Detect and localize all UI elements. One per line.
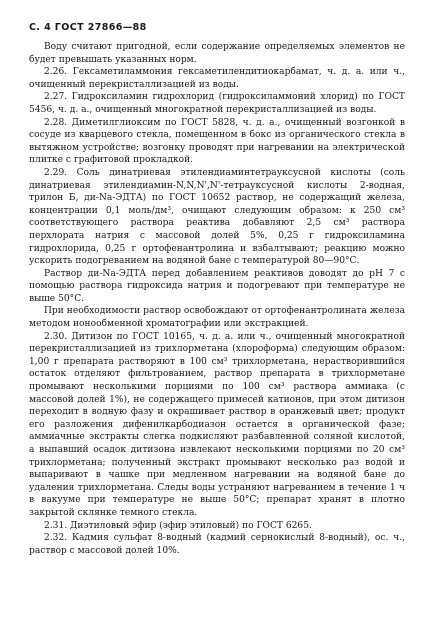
paragraph-water-suitability: Воду считают пригодной, если содержание определяемых элементов не будет превышать указанных норм.	[29, 42, 405, 65]
paragraph-edta-purification: При необходимости раствор освобождают от ортофенантролината железа методом ионообменной хроматографии или экстракцией.	[29, 306, 405, 330]
paragraph-edta-ph: Раствор ди-Nа-ЭДТА перед добавлением реактивов доводят до рН 7 с помощью раствора гидроксида натрия и подогревают при температуре не выше 50°С.	[29, 268, 405, 304]
paragraph-2-29: 2.29. Соль динатриевая этилендиаминтетрауксусной кислоты (соль динатриевая этилендиамин-N,N,N',N'-тетрауксусной кислоты 2-водная, трилон Б, ди-Nа-ЭДТА) по ГОСТ 10652 раствор, не содержащий железа, концентрации 0,1 моль/дм³, очищают следующим образом: к 250 см³ соответствующего раствора реактива добавляют 2,5 см³ раствора перхлората натрия с массовой долей 5%, 0,25 г гидроксиламина гидрохлорида, 0,25 г ортофенантролина и взбалтывают; реакцию можно ускорить подогреванием на водяной бане с температурой 80—90°С.	[29, 167, 405, 267]
paragraph-2-26: 2.26. Гексаметиламмония гексаметилендитиокарбамат, ч. д. а. или ч., очищенный перекристаллизацией из воды.	[29, 67, 405, 90]
document-page	[29, 22, 405, 557]
paragraph-2-30: 2.30. Дитизон по ГОСТ 10165, ч. д. а. или ч., очищенный многократной перекристаллизацией из трихлорметана (хлороформа) следующим образом: 1,00 г препарата растворяют в 100 см³ трихлорметана, нерастворившийся остаток отделяют фильтрованием, раствор препарата в трихлорметане промывают несколькими порциями по 100 см³ раствора аммиака (с массовой долей 1%), не содержащего примесей катионов, при этом дитизон переходит в водную фазу и окрашивает раствор в оранжевый цвет; продукт его разложения дифенилкарбодиазон остается в органической фазе; аммиачные экстракты слегка подкисляют разбавленной соляной кислотой, а выпавший осадок дитизона извлекают несколькими порциями по 20 см³ трихлорметана; полученный экстракт промывают несколько раз водой и выпаривают в чашке при медленном нагревании на водяной бане до удаления трихлорметана. Следы воды устраняют нагреванием в течение 1 ч в вакууме при температуре не выше 50°С; препарат хранят в плотно закрытой склянке темного стекла.	[29, 331, 405, 518]
paragraph-2-27: 2.27. Гидроксиламин гидрохлорид (гидроксиламмоний хлорид) по ГОСТ 5456, ч. д. а., очищенный многократной перекристаллизацией из воды.	[29, 92, 405, 115]
page-header: С. 4 ГОСТ 27866—88	[29, 22, 147, 33]
paragraph-2-28: 2.28. Диметилглиоксим по ГОСТ 5828, ч. д. а., очищенный возгонкой в сосуде из кварцевого стекла, помещенном в бокс из органического стекла в вытяжном устройстве; возгонку проводят при нагревании на электрической плитке с графитовой прокладкой.	[29, 117, 405, 166]
paragraph-2-31: 2.31. Диэтиловый эфир (эфир этиловый) по ГОСТ 6265.	[44, 520, 312, 531]
document-body	[29, 41, 405, 557]
paragraph-2-32: 2.32. Кадмия сульфат 8-водный (кадмий сернокислый 8-водный), ос. ч., раствор с массовой долей 10%.	[29, 533, 405, 556]
